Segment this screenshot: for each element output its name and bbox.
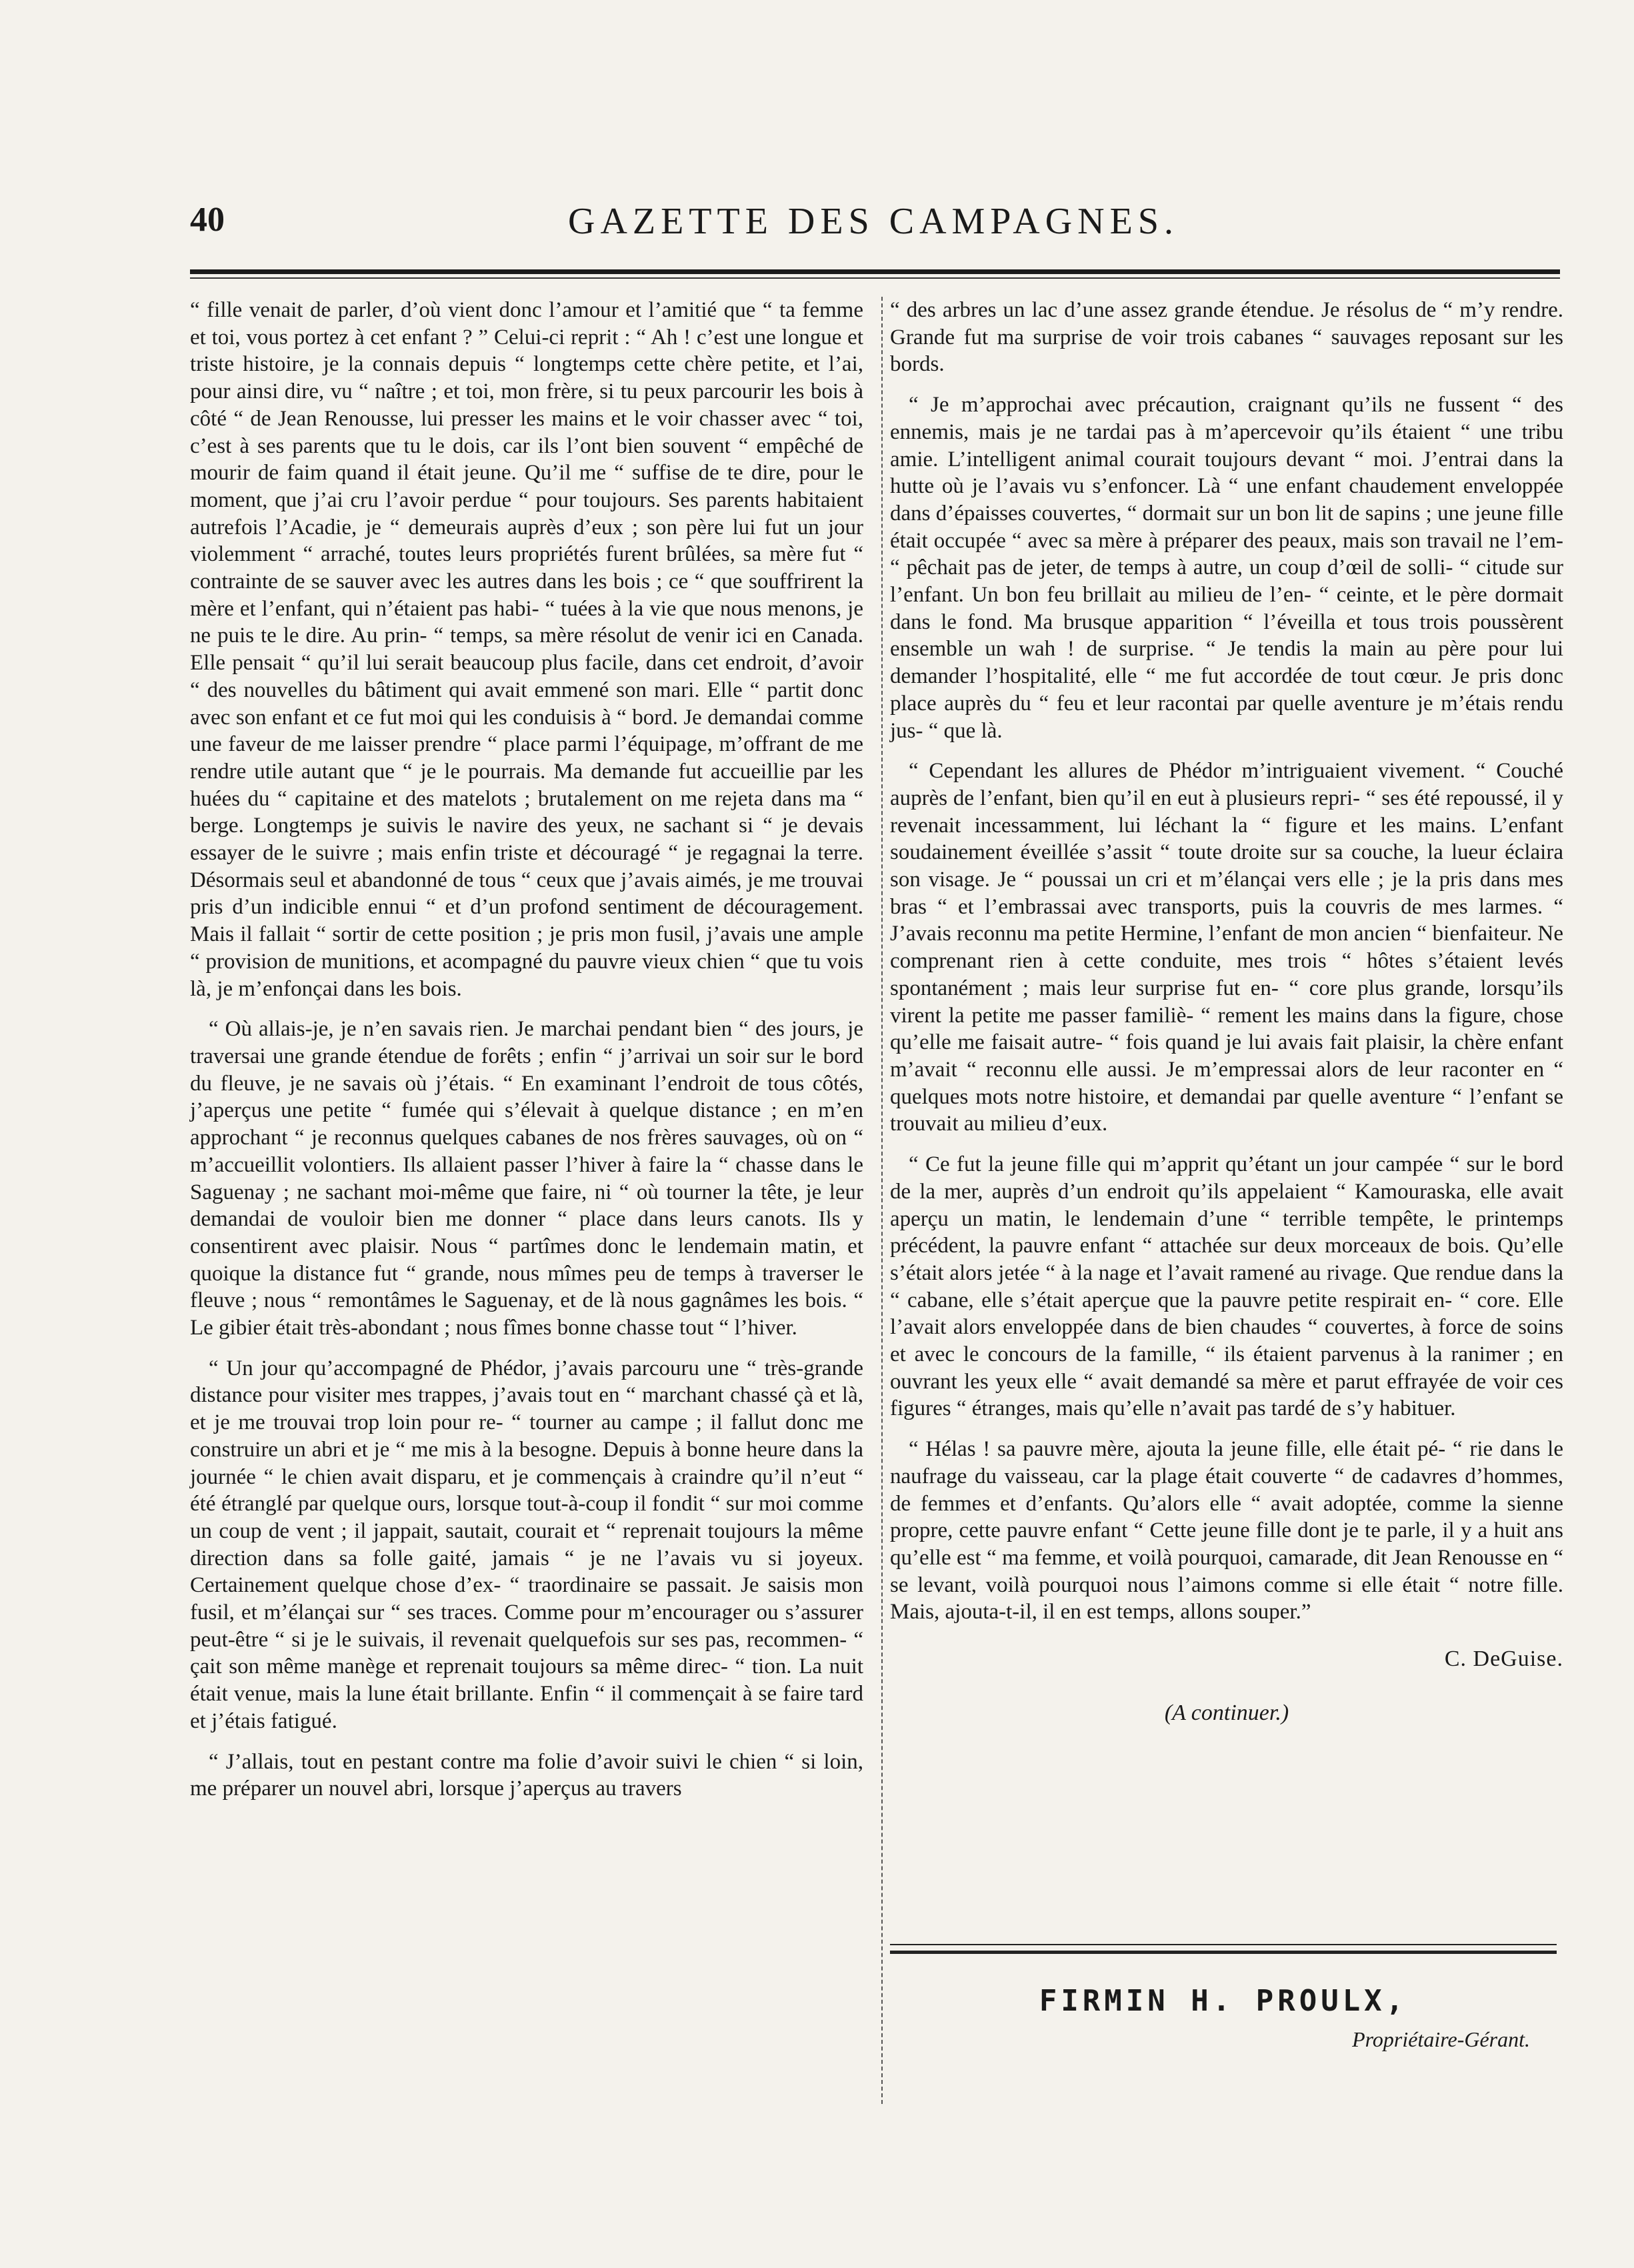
- header-rule-thin: [190, 277, 1560, 279]
- right-paragraph-4: “ Ce fut la jeune fille qui m’apprit qu’étant un jour campée “ sur le bord de la mer, auprès d’un endroit qu’ils appelaient “ Kamouraska, elle avait aperçu un matin, le lendemain d’une “ terrible tempête, le printemps précédent, la pauvre enfant “ attachée sur deux morceaux de bois. Qu’elle s’était alors jetée “ à la nage et l’avait ramené au rivage. Que rendue dans la “ cabane, elle s’était aperçue que la pauvre petite respirait en- “ core. Elle l’avait alors enveloppée dans de bien chaudes “ couvertes, à force de soins et avec le concours de la famille, “ ils étaient parvenus à la ranimer ; en ouvrant les yeux elle “ avait demandé sa mère et parut effrayée de voir ces figures “ étranges, mais qu’elle n’avait pas tardé de s’y habituer.: [890, 1152, 1563, 1421]
- right-column: [890, 297, 1563, 1727]
- column-divider: [881, 297, 883, 2104]
- right-paragraph-5: “ Hélas ! sa pauvre mère, ajouta la jeune fille, elle était pé- “ rie dans le naufrage du vaisseau, car la plage était couverte “ de cadavres d’hommes, de femmes et d’enfants. Qu’alors elle “ avait adoptée, comme la sienne propre, cette pauvre enfant “ Cette jeune fille dont je te parle, il y a huit ans qu’elle est “ ma femme, et voilà pourquoi, camarade, dit Jean Renousse en “ se levant, voilà pourquoi nous l’aimons comme si elle était “ notre fille. Mais, ajouta-t-il, il en est temps, allons souper.”: [890, 1437, 1563, 1624]
- left-paragraph-4: “ J’allais, tout en pestant contre ma folie d’avoir suivi le chien “ si loin, me préparer un nouvel abri, lorsque j’aperçus au travers: [190, 1749, 863, 1801]
- left-column: [190, 297, 863, 1816]
- proprietor-name: FIRMIN H. PROULX,: [1039, 1984, 1408, 2018]
- author-signature: C. DeGuise.: [1444, 1646, 1563, 1672]
- masthead-title: GAZETTE DES CAMPAGNES.: [568, 201, 1179, 242]
- left-paragraph-1: “ fille venait de parler, d’où vient donc l’amour et l’amitié que “ ta femme et toi, vous portez à cet enfant ? ” Celui-ci reprit : “ Ah ! c’est une longue et triste histoire, je la connais depuis “ longtemps cette chère petite, et l’ai, pour ainsi dire, vu “ naître ; et toi, mon frère, si tu peux parcourir les bois à côté “ de Jean Renousse, lui presser les mains et le voir chasser avec “ toi, c’est à ses parents que tu le dois, car ils l’ont bien souvent “ empêché de mourir de faim quand il était jeune. Qu’il me “ suffise de te dire, pour le moment, que j’ai cru l’avoir perdue “ pour toujours. Ses parents habitaient autrefois l’Acadie, je “ demeurais auprès d’eux ; son père lui fut un jour violemment “ arraché, toutes leurs propriétés furent brûlées, sa mère fut “ contrainte de se sauver avec les autres dans les bois ; ce “ que souffrirent la mère et l’enfant, qui n’étaient pas habi- “ tuées à la vie que nous menons, je ne puis te le dire. Au prin- “ temps, sa mère résolut de venir ici en Canada. Elle pensait “ qu’il lui serait beaucoup plus facile, dans cet endroit, d’avoir “ des nouvelles du bâtiment qui avait emmené son mari. Elle “ partit donc avec son enfant et ce fut moi qui les conduisis à “ bord. Je demandai comme une faveur de me laisser prendre “ place parmi l’équipage, m’offrant de me rendre utile autant que “ je le pourrais. Ma demande fut accueillie par les huées du “ capitaine et des matelots ; brutalement on me rejeta dans ma “ berge. Longtemps je suivis le navire des yeux, ne sachant si “ je devais essayer de le suivre ; mais enfin triste et découragé “ je regagnai la terre. Désormais seul et abandonné de tous “ ceux que j’avais aimés, je me trouvai pris d’un indicible ennui “ et d’un profond sentiment de découragement. Mais il fallait “ sortir de cette position ; je pris mon fusil, j’avais une ample “ provision de munitions, et acompagné du pauvre vieux chien “ que tu vois là, je m’enfonçai dans les bois.: [190, 298, 863, 1001]
- proprietor-role: Propriétaire-Gérant.: [1352, 2027, 1530, 2051]
- header-rule-thick: [190, 269, 1560, 274]
- footer-rule-thick: [890, 1951, 1557, 1954]
- right-paragraph-3: “ Cependant les allures de Phédor m’intriguaient vivement. “ Couché auprès de l’enfant, bien qu’il en eut à plusieurs repri- “ ses été repoussé, il y revenait incessamment, lui léchant la “ figure et les mains. L’enfant soudainement éveillée s’assit “ toute droite sur sa couche, la lueur éclaira son visage. Je “ poussai un cri et m’élançai vers elle ; je la pris dans mes bras “ et l’embrassai avec transports, puis la couvris de mes larmes. “ J’avais reconnu ma petite Hermine, l’enfant de mon ancien “ bienfaiteur. Ne comprenant rien à cette conduite, mes trois “ hôtes s’étaient levés spontanément ; mais leur surprise fut en- “ core plus grande, lorsqu’ils virent la petite me passer familiè- “ rement les mains dans la figure, chose qu’elle me faisait autre- “ fois quand je lui avais fait plaisir, la chère enfant m’avait “ reconnu elle aussi. Je m’empressai alors de leur raconter en “ quelques mots notre histoire, et demandai par quelle aventure “ l’enfant se trouvait au milieu d’eux.: [890, 759, 1563, 1136]
- to-be-continued: (A continuer.): [1164, 1700, 1289, 1725]
- footer-rule-thin: [890, 1944, 1557, 1945]
- left-paragraph-2: “ Où allais-je, je n’en savais rien. Je marchai pendant bien “ des jours, je traversai une grande étendue de forêts ; enfin “ j’arrivai un soir sur le bord du fleuve, je ne savais où j’étais. “ En examinant l’endroit de tous côtés, j’aperçus une petite “ fumée qui s’élevait à quelque distance ; en m’en approchant “ je reconnus quelques cabanes de nos frères sauvages, où on “ m’accueillit volontiers. Ils allaient passer l’hiver à faire la “ chasse dans le Saguenay ; ne sachant moi-même que faire, ni “ où tourner la tête, je leur demandai de vouloir bien me donner “ place dans leurs canots. Ils y consentirent avec plaisir. Nous “ partîmes donc le lendemain matin, et quoique la distance fut “ grande, nous mîmes peu de temps à traverser le fleuve ; nous “ remontâmes le Saguenay, et de là nous gagnâmes les bois. “ Le gibier était très-abondant ; nous fîmes bonne chasse tout “ l’hiver.: [190, 1017, 863, 1340]
- page-number: 40: [190, 201, 225, 239]
- right-paragraph-1: “ des arbres un lac d’une assez grande étendue. Je résolus de “ m’y rendre. Grande fut ma surprise de voir trois cabanes “ sauvages reposant sur les bords.: [890, 298, 1563, 377]
- page-header: [190, 200, 1557, 253]
- left-paragraph-3: “ Un jour qu’accompagné de Phédor, j’avais parcouru une “ très-grande distance pour visiter mes trappes, j’avais tout en “ marchant chassé çà et là, et je me trouvai trop loin pour re- “ tourner au campe ; il fallut donc me construire un abri et je “ me mis à la besogne. Depuis à bonne heure dans la journée “ le chien avait disparu, et je commençais à craindre qu’il n’eut “ été étranglé par quelque ours, lorsque tout-à-coup il fondit “ sur moi comme un coup de vent ; il jappait, sautait, courait et “ reprenait toujours la même direction dans sa folle gaité, jamais “ je ne l’avais vu si joyeux. Certainement quelque chose d’ex- “ traordinaire se passait. Je saisis mon fusil, et m’élançai sur “ ses traces. Comme pour m’encourager ou s’assurer peut-être “ si je le suivais, il revenait quelquefois sur ses pas, recommen- “ çait son même manège et reprenait toujours sa même direc- “ tion. La nuit était venue, mais la lune était brillante. Enfin “ il commençait à se faire tard et j’étais fatigué.: [190, 1356, 863, 1733]
- right-paragraph-2: “ Je m’approchai avec précaution, craignant qu’ils ne fussent “ des ennemis, mais je ne tardai pas à m’apercevoir qu’ils étaient “ une tribu amie. L’intelligent animal courait toujours devant “ moi. J’entrai dans la hutte où je l’avais vu s’enfoncer. Là “ une enfant chaudement enveloppée dans d’épaisses couvertes, “ dormait sur un bon lit de sapins ; une jeune fille était occupée “ avec sa mère à préparer des peaux, mais son travail ne l’em- “ pêchait pas de jeter, de temps à autre, un coup d’œil de solli- “ citude sur l’enfant. Un bon feu brillait au milieu de l’en- “ ceinte, et le père dormait dans le fond. Ma brusque apparition “ l’éveilla et tous trois poussèrent ensemble un wah ! de surprise. “ Je tendis la main au père pour lui demander l’hospitalité, elle “ me fut accordée de tout cœur. Je pris donc place auprès du “ feu et leur racontai par quelle aventure je m’étais rendu jus- “ que là.: [890, 393, 1563, 743]
